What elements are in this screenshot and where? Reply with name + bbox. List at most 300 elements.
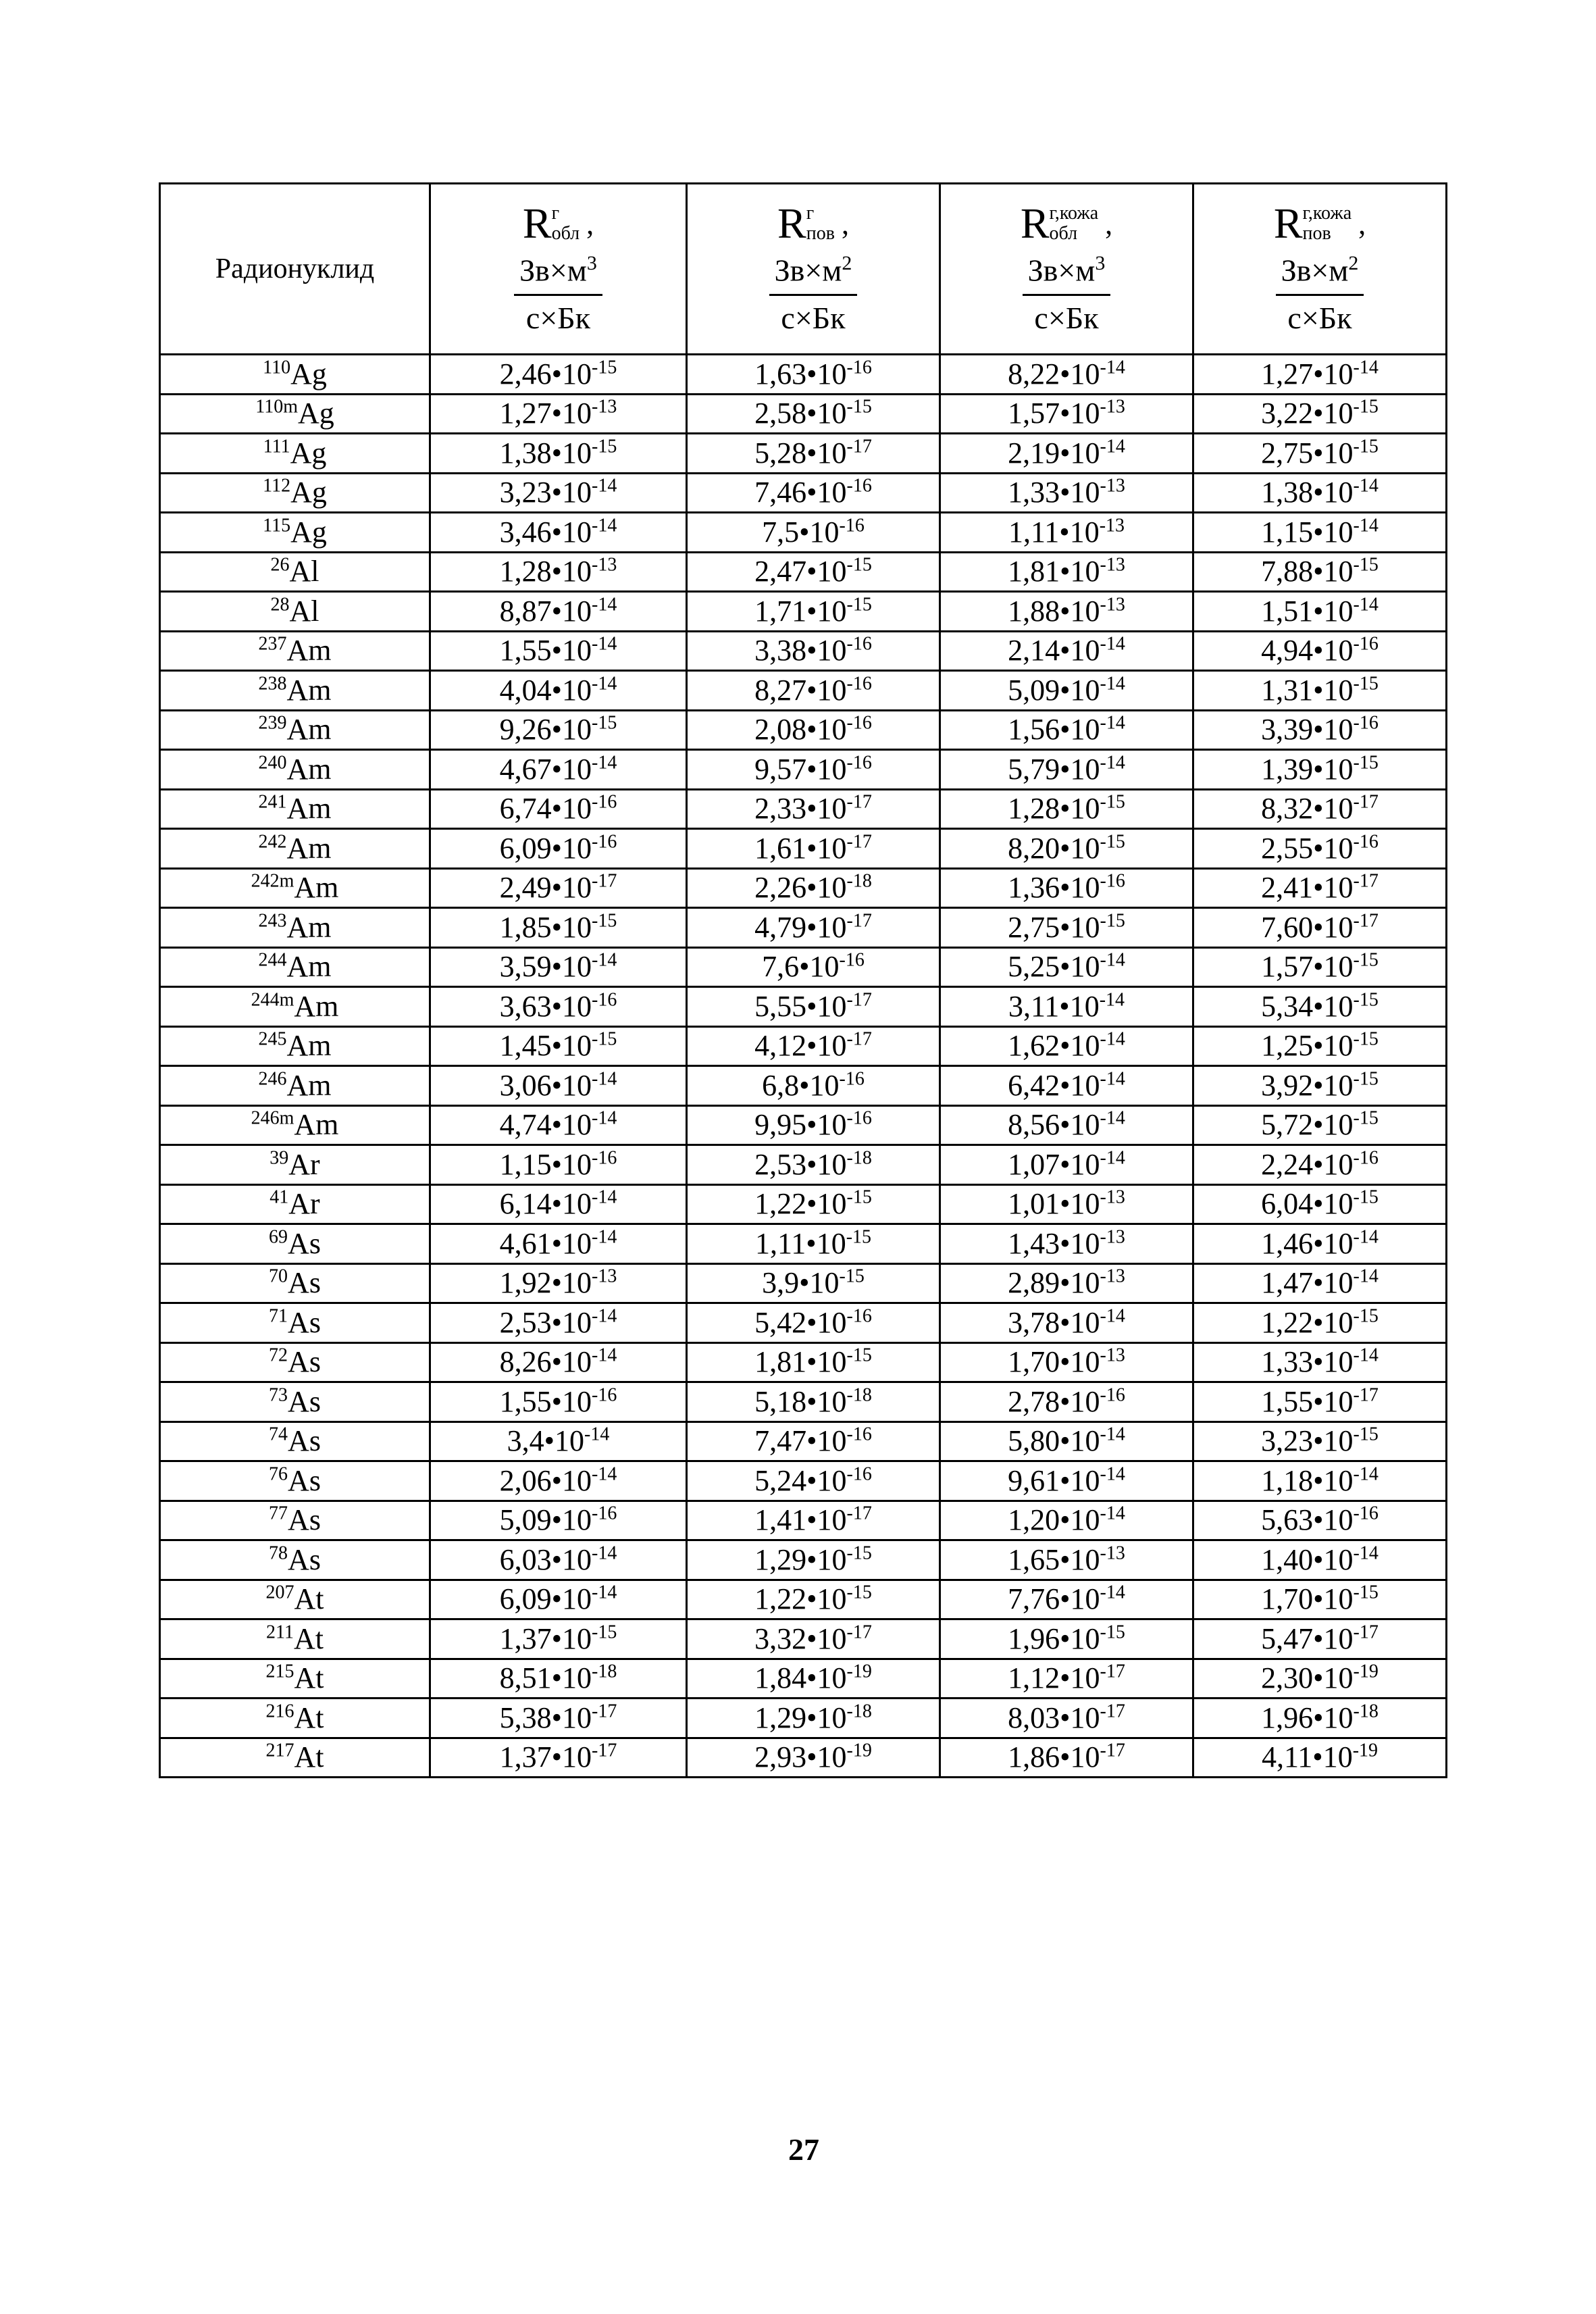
- exponent: -13: [1100, 594, 1125, 615]
- value-cell: [687, 1026, 940, 1066]
- mantissa: 5,25•10: [1008, 950, 1100, 984]
- value-cell: [1193, 1184, 1447, 1224]
- value-cell: [940, 552, 1193, 592]
- mantissa: 2,30•10: [1261, 1661, 1354, 1695]
- exponent: -15: [592, 357, 617, 378]
- mantissa: 8,27•10: [754, 673, 847, 707]
- exponent: -16: [846, 1305, 872, 1327]
- mass-number: 77: [269, 1503, 288, 1524]
- value-cell: [940, 1699, 1193, 1738]
- value-cell: [430, 1580, 687, 1619]
- element-symbol: At: [294, 1740, 324, 1774]
- header-subscript: пов: [806, 223, 835, 245]
- exponent: -18: [846, 870, 872, 892]
- value-cell: [940, 671, 1193, 711]
- value-cell: [687, 789, 940, 829]
- dose-coefficients-table: [159, 182, 1447, 1778]
- mantissa: 1,57•10: [1008, 397, 1100, 430]
- value-cell: [940, 1066, 1193, 1106]
- mantissa: 1,45•10: [499, 1029, 592, 1063]
- value-cell: [687, 908, 940, 948]
- mantissa: 1,65•10: [1008, 1542, 1100, 1576]
- mantissa: 2,55•10: [1261, 831, 1354, 865]
- mantissa: 5,47•10: [1261, 1621, 1354, 1655]
- mantissa: 3,59•10: [499, 950, 592, 984]
- value-cell: [687, 1501, 940, 1540]
- value-cell: [430, 1224, 687, 1264]
- mass-number: 243: [258, 910, 287, 932]
- exponent: -15: [846, 1344, 872, 1366]
- mantissa: 1,28•10: [1008, 792, 1100, 826]
- element-symbol: Am: [286, 792, 332, 826]
- mantissa: 5,42•10: [754, 1305, 847, 1339]
- value-cell: [940, 473, 1193, 513]
- exponent: -16: [846, 1424, 872, 1445]
- value-cell: [430, 868, 687, 908]
- mantissa: 5,34•10: [1261, 989, 1354, 1023]
- header-superscript: г,кожа: [1302, 203, 1352, 224]
- element-symbol: Am: [286, 1029, 332, 1063]
- value-cell: [940, 1422, 1193, 1461]
- mantissa: 7,60•10: [1261, 910, 1354, 944]
- nuclide-cell: [160, 947, 430, 987]
- exponent: -17: [846, 436, 872, 457]
- exponent: -13: [1100, 554, 1125, 576]
- mantissa: 1,18•10: [1261, 1463, 1354, 1497]
- mantissa: 1,41•10: [754, 1503, 847, 1537]
- exponent: -18: [1353, 1701, 1379, 1722]
- mantissa: 2,19•10: [1008, 436, 1100, 470]
- value-cell: [430, 908, 687, 948]
- value-cell: [1193, 829, 1447, 869]
- table-row: [160, 434, 1447, 474]
- mantissa: 3,22•10: [1261, 397, 1354, 430]
- exponent: -14: [584, 1424, 610, 1445]
- value-cell: [940, 750, 1193, 790]
- exponent: -16: [846, 712, 872, 734]
- value-cell: [430, 1263, 687, 1303]
- exponent: -15: [846, 396, 872, 418]
- table-row: [160, 908, 1447, 948]
- nuclide-cell: [160, 552, 430, 592]
- table-row: [160, 710, 1447, 750]
- mantissa: 1,20•10: [1008, 1503, 1100, 1537]
- mantissa: 1,25•10: [1261, 1029, 1354, 1063]
- value-cell: [940, 710, 1193, 750]
- mantissa: 3,63•10: [499, 989, 592, 1023]
- value-cell: [687, 1461, 940, 1501]
- nuclide-cell: [160, 750, 430, 790]
- table-row: [160, 355, 1447, 395]
- mass-number: 112: [263, 475, 291, 497]
- value-cell: [687, 1619, 940, 1659]
- exponent: -15: [846, 594, 872, 615]
- exponent: -16: [846, 752, 872, 774]
- value-cell: [940, 1263, 1193, 1303]
- exponent: -16: [1353, 831, 1379, 853]
- mantissa: 1,81•10: [754, 1345, 847, 1379]
- mantissa: 4,94•10: [1261, 634, 1354, 668]
- mantissa: 1,55•10: [499, 634, 592, 668]
- element-symbol: As: [288, 1266, 321, 1300]
- exponent: -16: [592, 831, 617, 853]
- mantissa: 1,37•10: [499, 1621, 592, 1655]
- mantissa: 3,23•10: [1261, 1424, 1354, 1458]
- mantissa: 1,22•10: [754, 1582, 847, 1616]
- value-cell: [1193, 1263, 1447, 1303]
- table-row: [160, 947, 1447, 987]
- mantissa: 1,92•10: [499, 1266, 592, 1300]
- value-cell: [687, 868, 940, 908]
- mantissa: 1,07•10: [1008, 1147, 1100, 1181]
- exponent: -14: [592, 1226, 617, 1248]
- value-cell: [1193, 987, 1447, 1027]
- mantissa: 1,33•10: [1261, 1345, 1354, 1379]
- exponent: -14: [592, 949, 617, 971]
- value-cell: [430, 1540, 687, 1580]
- header-denominator: с×Бк: [1034, 300, 1099, 335]
- value-cell: [430, 1699, 687, 1738]
- exponent: -15: [1353, 1068, 1379, 1090]
- value-cell: [940, 1026, 1193, 1066]
- element-symbol: As: [288, 1542, 321, 1576]
- mantissa: 1,31•10: [1261, 673, 1354, 707]
- exponent: -15: [1353, 949, 1379, 971]
- exponent: -16: [1100, 1384, 1125, 1406]
- exponent: -14: [592, 1305, 617, 1327]
- mantissa: 1,29•10: [754, 1701, 847, 1734]
- mantissa: 6,8•10: [762, 1068, 840, 1102]
- mantissa: 1,56•10: [1008, 713, 1100, 747]
- mantissa: 3,9•10: [762, 1266, 840, 1300]
- nuclide-cell: [160, 513, 430, 553]
- exponent: -14: [1100, 436, 1125, 457]
- value-cell: [687, 750, 940, 790]
- value-cell: [687, 1303, 940, 1343]
- mantissa: 1,36•10: [1008, 871, 1100, 905]
- mantissa: 5,63•10: [1261, 1503, 1354, 1537]
- exponent: -15: [846, 1582, 872, 1603]
- exponent: -16: [592, 1503, 617, 1524]
- exponent: -13: [592, 396, 617, 418]
- nuclide-cell: [160, 355, 430, 395]
- mantissa: 9,57•10: [754, 752, 847, 786]
- exponent: -16: [592, 791, 617, 813]
- exponent: -16: [839, 515, 865, 536]
- mantissa: 4,79•10: [754, 910, 847, 944]
- element-symbol: Al: [289, 555, 319, 588]
- value-cell: [940, 1184, 1193, 1224]
- exponent: -17: [1100, 1740, 1125, 1761]
- exponent: -14: [1100, 1503, 1125, 1524]
- header-numerator: Зв×м: [1281, 253, 1349, 288]
- exponent: -17: [592, 1701, 617, 1722]
- mass-number: 238: [258, 673, 287, 695]
- exponent: -14: [1100, 1147, 1125, 1169]
- exponent: -15: [1100, 910, 1125, 932]
- table-row: [160, 1184, 1447, 1224]
- table-row: [160, 552, 1447, 592]
- mantissa: 4,74•10: [499, 1108, 592, 1142]
- mantissa: 1,22•10: [754, 1187, 847, 1221]
- mantissa: 1,15•10: [1261, 515, 1354, 549]
- value-cell: [687, 1263, 940, 1303]
- exponent: -15: [592, 1621, 617, 1643]
- nuclide-cell: [160, 1105, 430, 1145]
- exponent: -15: [592, 436, 617, 457]
- mantissa: 1,88•10: [1008, 594, 1100, 628]
- exponent: -13: [1100, 1186, 1125, 1208]
- value-cell: [430, 552, 687, 592]
- element-symbol: Al: [289, 594, 319, 628]
- exponent: -17: [592, 870, 617, 892]
- mass-number: 245: [258, 1028, 287, 1050]
- element-symbol: Am: [286, 713, 332, 747]
- value-cell: [940, 1619, 1193, 1659]
- value-cell: [687, 1105, 940, 1145]
- exponent: -16: [1353, 1503, 1379, 1524]
- exponent: -14: [592, 1463, 617, 1485]
- element-symbol: At: [294, 1661, 324, 1695]
- exponent: -13: [1100, 396, 1125, 418]
- value-cell: [1193, 1145, 1447, 1185]
- value-cell: [430, 1619, 687, 1659]
- mantissa: 1,27•10: [1261, 357, 1354, 391]
- exponent: -15: [592, 1028, 617, 1050]
- table-row: [160, 1659, 1447, 1699]
- value-cell: [940, 1145, 1193, 1185]
- mantissa: 4,12•10: [754, 1029, 847, 1063]
- exponent: -14: [1353, 1463, 1379, 1485]
- value-cell: [1193, 1540, 1447, 1580]
- exponent: -18: [846, 1384, 872, 1406]
- exponent: -14: [1100, 1107, 1125, 1129]
- mantissa: 3,11•10: [1008, 989, 1100, 1023]
- nuclide-cell: [160, 1303, 430, 1343]
- element-symbol: Ag: [290, 436, 327, 470]
- header-superscript: г: [551, 203, 560, 224]
- exponent: -16: [1353, 712, 1379, 734]
- mantissa: 1,55•10: [499, 1384, 592, 1418]
- mass-number: 239: [258, 712, 287, 734]
- mass-number: 215: [265, 1661, 294, 1682]
- value-cell: [687, 829, 940, 869]
- mass-number: 237: [258, 633, 287, 655]
- mantissa: 2,49•10: [499, 871, 592, 905]
- value-cell: [687, 434, 940, 474]
- value-cell: [430, 1066, 687, 1106]
- mantissa: 1,33•10: [1008, 476, 1100, 509]
- mass-number: 246: [258, 1068, 287, 1090]
- mantissa: 6,09•10: [499, 831, 592, 865]
- exponent: -19: [1353, 1661, 1379, 1682]
- exponent: -15: [592, 910, 617, 932]
- value-cell: [940, 987, 1193, 1027]
- mantissa: 8,26•10: [499, 1345, 592, 1379]
- exponent: -15: [1353, 1305, 1379, 1327]
- mantissa: 1,84•10: [754, 1661, 847, 1695]
- table-row: [160, 868, 1447, 908]
- mantissa: 2,93•10: [754, 1740, 847, 1774]
- mantissa: 2,26•10: [754, 871, 847, 905]
- exponent: -15: [846, 1186, 872, 1208]
- value-cell: [687, 1184, 940, 1224]
- mass-number: 242m: [251, 870, 294, 892]
- mantissa: 1,51•10: [1261, 594, 1354, 628]
- mantissa: 3,39•10: [1261, 713, 1354, 747]
- exponent: -17: [592, 1740, 617, 1761]
- mass-number: 242: [258, 831, 287, 853]
- exponent: -14: [592, 673, 617, 695]
- mantissa: 2,58•10: [754, 397, 847, 430]
- value-cell: [687, 552, 940, 592]
- exponent: -14: [1353, 1344, 1379, 1366]
- header-numerator-exponent: 3: [1095, 252, 1106, 275]
- mantissa: 3,38•10: [754, 634, 847, 668]
- mantissa: 1,55•10: [1261, 1384, 1354, 1418]
- value-cell: [940, 394, 1193, 434]
- nuclide-cell: [160, 789, 430, 829]
- mantissa: 1,86•10: [1008, 1740, 1100, 1774]
- exponent: -17: [1100, 1661, 1125, 1682]
- mantissa: 1,11•10: [1008, 515, 1100, 549]
- nuclide-cell: [160, 1461, 430, 1501]
- table-row: [160, 1026, 1447, 1066]
- value-cell: [430, 434, 687, 474]
- table-row: [160, 513, 1447, 553]
- header-denominator: с×Бк: [1287, 300, 1352, 335]
- header-numerator-exponent: 3: [586, 252, 597, 275]
- exponent: -15: [1353, 1582, 1379, 1603]
- table-row: [160, 1066, 1447, 1106]
- element-symbol: Ag: [290, 357, 327, 391]
- table-row: [160, 1540, 1447, 1580]
- value-cell: [687, 1422, 940, 1461]
- value-cell: [1193, 513, 1447, 553]
- value-cell: [687, 1738, 940, 1778]
- value-cell: [687, 513, 940, 553]
- table-row: [160, 1699, 1447, 1738]
- nuclide-cell: [160, 1422, 430, 1461]
- exponent: -14: [1100, 1068, 1125, 1090]
- table-header-row: [160, 184, 1447, 355]
- value-cell: [940, 1342, 1193, 1382]
- table-row: [160, 1580, 1447, 1619]
- value-cell: [1193, 671, 1447, 711]
- table-row: [160, 592, 1447, 632]
- value-cell: [940, 1738, 1193, 1778]
- mantissa: 2,75•10: [1008, 910, 1100, 944]
- mass-number: 244m: [251, 989, 294, 1011]
- value-cell: [1193, 355, 1447, 395]
- mantissa: 7,76•10: [1008, 1582, 1100, 1616]
- value-cell: [1193, 1461, 1447, 1501]
- exponent: -15: [1100, 831, 1125, 853]
- nuclide-cell: [160, 1738, 430, 1778]
- exponent: -17: [1353, 1384, 1379, 1406]
- table-row: [160, 1105, 1447, 1145]
- mantissa: 5,09•10: [499, 1503, 592, 1537]
- header-r-pov: [687, 184, 940, 355]
- table-row: [160, 671, 1447, 711]
- element-symbol: Ar: [288, 1147, 320, 1181]
- exponent: -19: [1352, 1740, 1379, 1761]
- header-subscript: обл: [1049, 223, 1078, 245]
- value-cell: [940, 631, 1193, 671]
- element-symbol: As: [288, 1384, 321, 1418]
- value-cell: [1193, 1382, 1447, 1422]
- exponent: -16: [846, 475, 872, 497]
- value-cell: [1193, 1342, 1447, 1382]
- mantissa: 1,96•10: [1261, 1701, 1354, 1734]
- mantissa: 1,43•10: [1008, 1226, 1100, 1260]
- mantissa: 9,61•10: [1008, 1463, 1100, 1497]
- mantissa: 6,14•10: [499, 1187, 592, 1221]
- exponent: -15: [846, 1542, 872, 1564]
- value-cell: [940, 829, 1193, 869]
- mass-number: 26: [270, 554, 290, 576]
- exponent: -14: [1353, 357, 1379, 378]
- value-cell: [430, 1026, 687, 1066]
- exponent: -14: [592, 1542, 617, 1564]
- table-row: [160, 1619, 1447, 1659]
- exponent: -15: [1353, 1107, 1379, 1129]
- value-cell: [940, 355, 1193, 395]
- exponent: -14: [1353, 594, 1379, 615]
- mantissa: 9,95•10: [754, 1108, 847, 1142]
- value-cell: [1193, 1224, 1447, 1264]
- header-symbol: R: [1020, 199, 1050, 248]
- nuclide-cell: [160, 1580, 430, 1619]
- value-cell: [430, 1738, 687, 1778]
- mass-number: 71: [269, 1305, 288, 1327]
- mantissa: 2,14•10: [1008, 634, 1100, 668]
- mantissa: 3,78•10: [1008, 1305, 1100, 1339]
- mantissa: 4,61•10: [499, 1226, 592, 1260]
- value-cell: [430, 1145, 687, 1185]
- mantissa: 4,04•10: [499, 673, 592, 707]
- mass-number: 76: [269, 1463, 288, 1485]
- exponent: -14: [1100, 752, 1125, 774]
- value-cell: [430, 671, 687, 711]
- mantissa: 3,4•10: [507, 1424, 585, 1458]
- value-cell: [940, 592, 1193, 632]
- mass-number: 70: [269, 1265, 288, 1287]
- exponent: -14: [1353, 1542, 1379, 1564]
- header-comma: ,: [1358, 207, 1366, 241]
- mantissa: 1,57•10: [1261, 950, 1354, 984]
- mantissa: 2,53•10: [499, 1305, 592, 1339]
- element-symbol: Am: [294, 1108, 339, 1142]
- table-row: [160, 1224, 1447, 1264]
- value-cell: [940, 1382, 1193, 1422]
- header-numerator: Зв×м: [1027, 253, 1096, 288]
- element-symbol: As: [288, 1345, 321, 1379]
- mass-number: 73: [269, 1384, 288, 1406]
- exponent: -14: [592, 515, 617, 536]
- mantissa: 1,37•10: [499, 1740, 592, 1774]
- value-cell: [430, 1659, 687, 1699]
- table-row: [160, 1738, 1447, 1778]
- value-cell: [430, 789, 687, 829]
- value-cell: [430, 1303, 687, 1343]
- mantissa: 1,15•10: [499, 1147, 592, 1181]
- value-cell: [430, 1342, 687, 1382]
- value-cell: [1193, 631, 1447, 671]
- value-cell: [430, 394, 687, 434]
- mantissa: 3,23•10: [499, 476, 592, 509]
- value-cell: [687, 671, 940, 711]
